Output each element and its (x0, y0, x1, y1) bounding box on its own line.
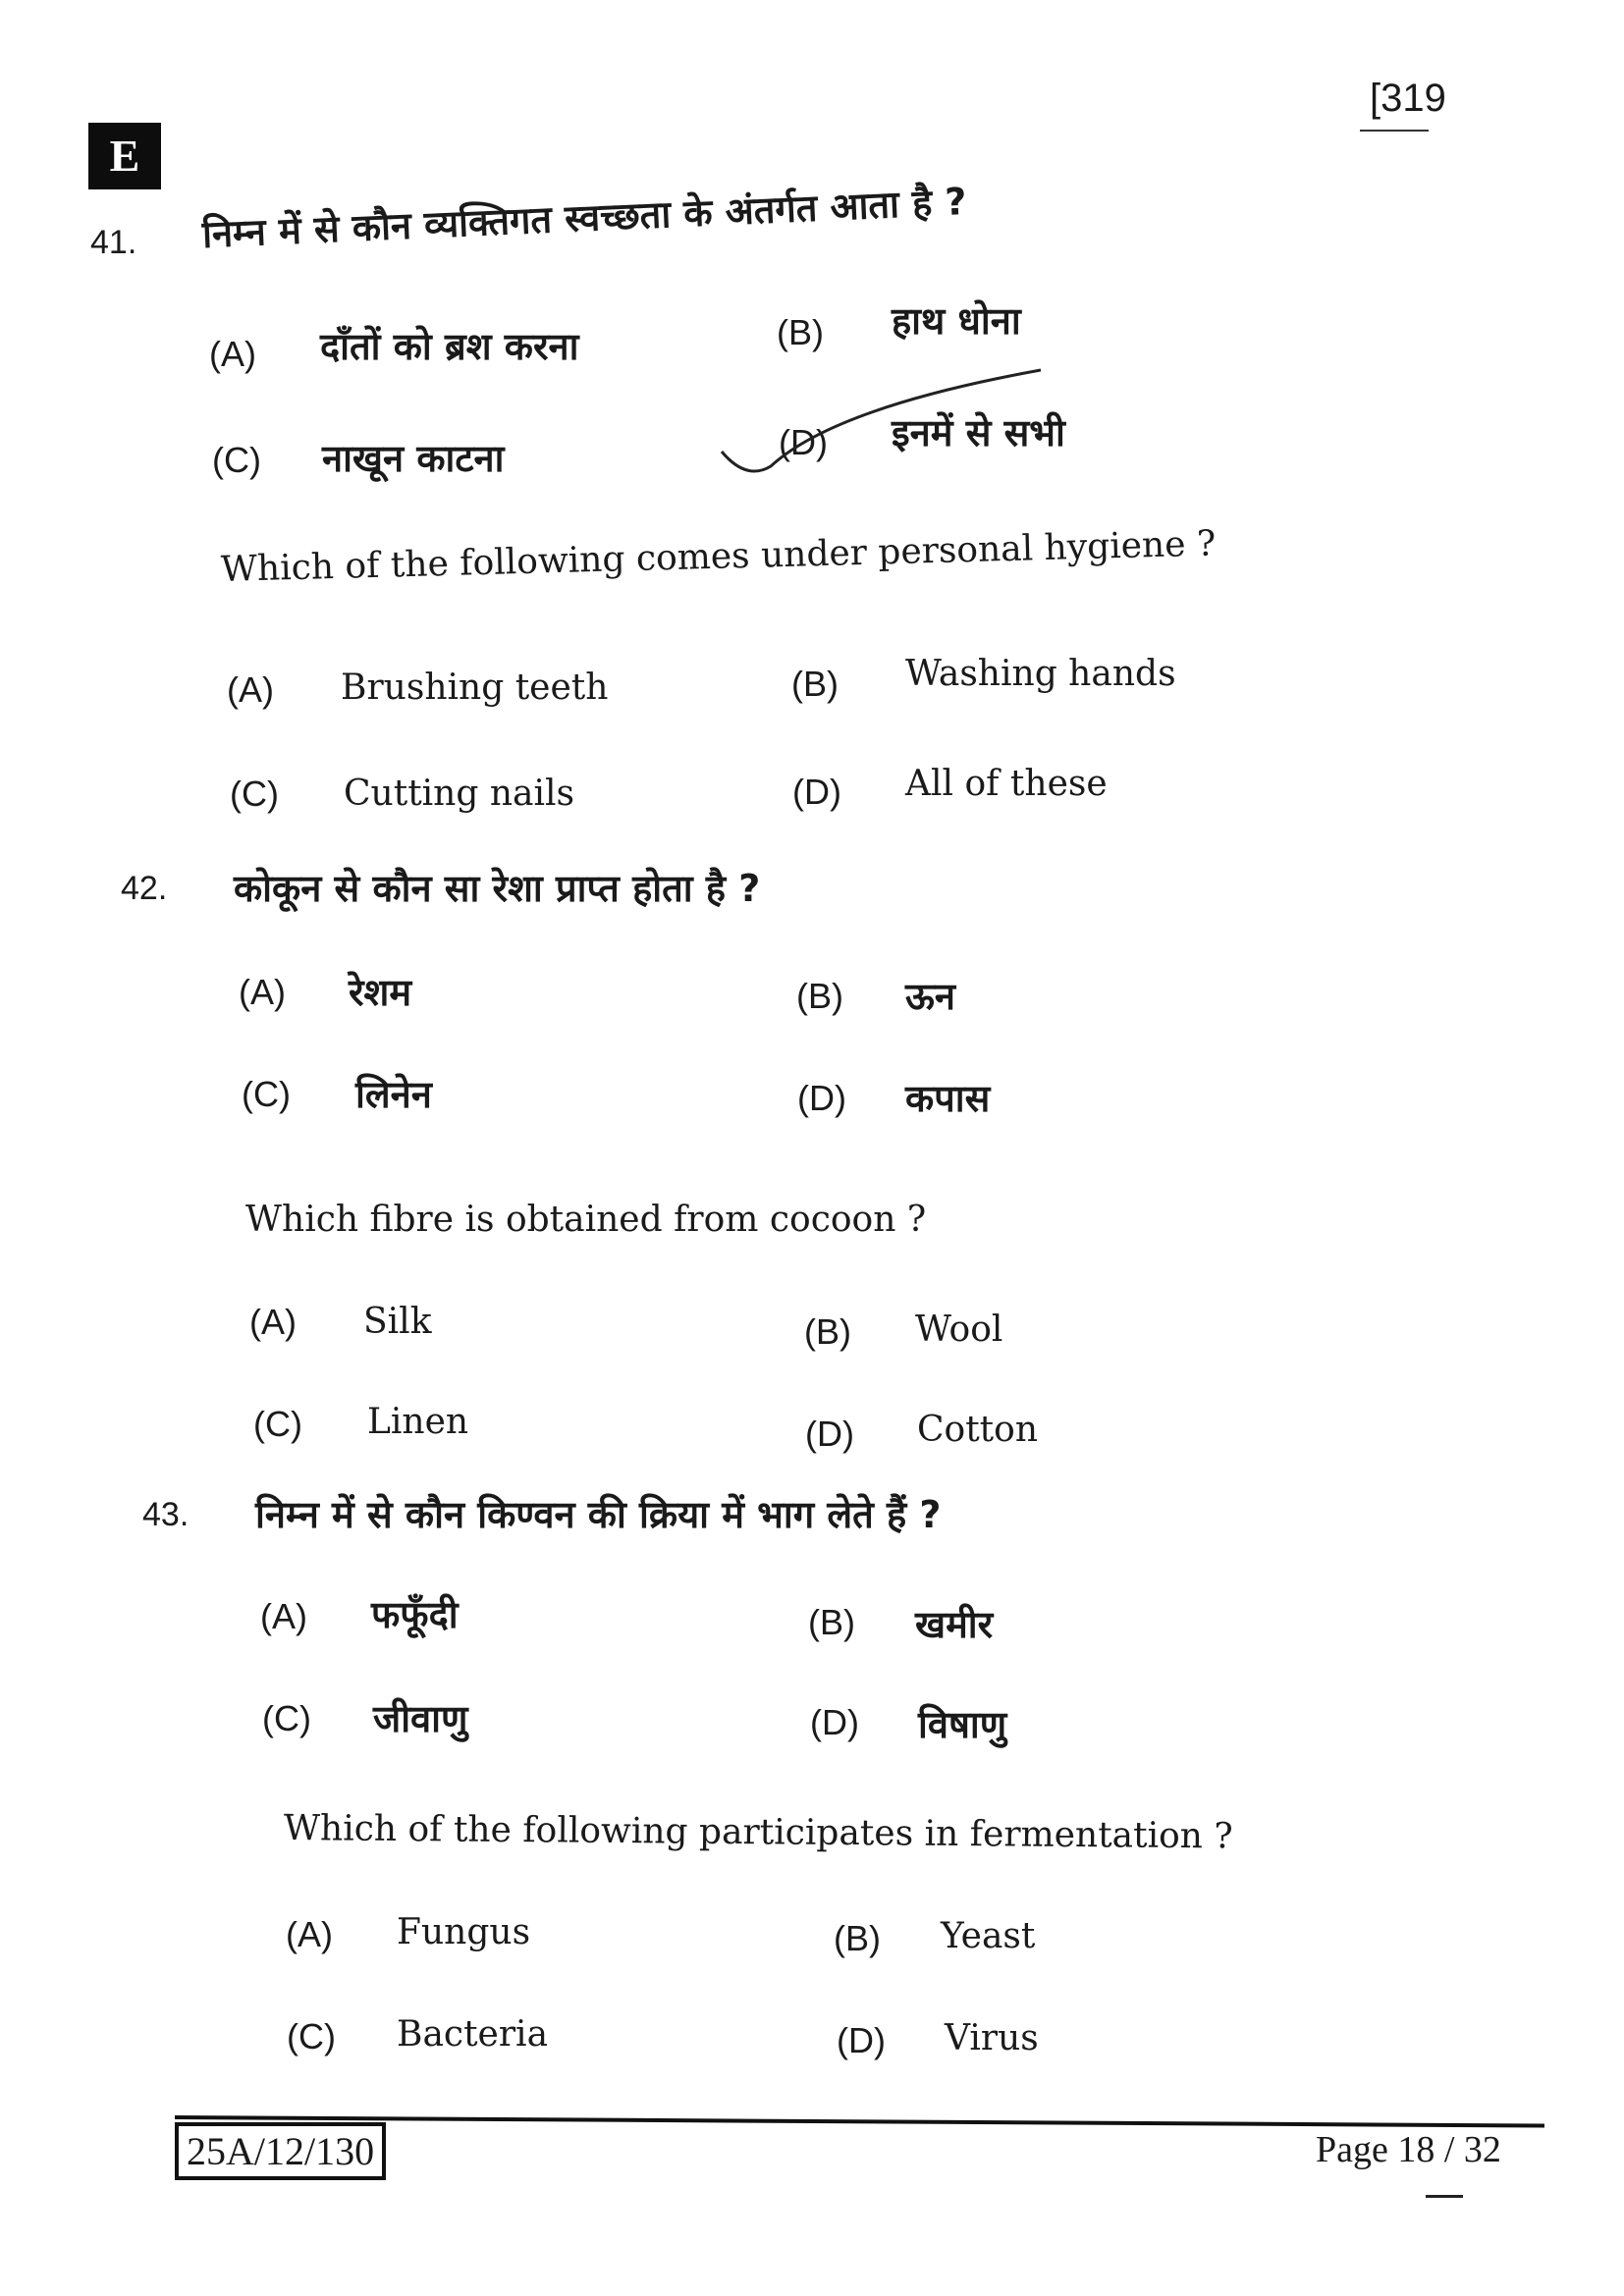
option-label: (D) (792, 772, 841, 812)
page-reference: [319 (1370, 77, 1446, 120)
option-text-english: Linen (367, 1402, 469, 1442)
option-text-english: All of these (905, 764, 1108, 804)
question-text-hindi: निम्न में से कौन व्यक्तिगत स्वच्छता के अंतर्गत आता है ? (201, 180, 968, 256)
option-label: (A) (260, 1596, 307, 1636)
question-text-english: Which fibre is obtained from cocoon ? (245, 1200, 927, 1240)
option-label: (C) (287, 2016, 336, 2056)
option-label: (A) (209, 334, 256, 374)
option-label: (D) (810, 1702, 859, 1742)
option-text-english: Cutting nails (344, 774, 575, 814)
option-text-english: Wool (915, 1309, 1003, 1350)
option-label: (B) (791, 664, 839, 704)
handwritten-tick-mark-icon (717, 358, 1090, 481)
page-indicator: Page 18 / 32 (1316, 2129, 1501, 2170)
question-number: 41. (90, 224, 137, 261)
option-text-english: Bacteria (397, 2014, 549, 2055)
option-label: (A) (286, 1914, 333, 1954)
option-label: (B) (777, 312, 824, 352)
option-text-english: Silk (363, 1302, 432, 1342)
option-label: (A) (239, 972, 286, 1012)
question-number: 42. (121, 870, 168, 907)
paper-code-box: 25A/12/130 (175, 2122, 386, 2180)
option-text-hindi: खमीर (915, 1603, 994, 1646)
option-label: (C) (253, 1404, 302, 1444)
option-text-hindi: कपास (905, 1077, 991, 1120)
question-text-hindi: निम्न में से कौन किण्वन की क्रिया में भाग लेते हैं ? (255, 1493, 942, 1536)
option-text-hindi: लिनेन (355, 1073, 432, 1116)
option-label: (B) (834, 1918, 881, 1958)
option-text-english: Virus (945, 2018, 1039, 2058)
option-label: (D) (797, 1078, 846, 1118)
option-label: (D) (837, 2020, 886, 2060)
option-text-hindi: हाथ धोना (892, 299, 1021, 343)
option-text-english: Washing hands (905, 654, 1176, 694)
option-text-english: Yeast (941, 1916, 1036, 1956)
option-text-hindi: दाँतों को ब्रश करना (320, 325, 579, 368)
option-text-english: Cotton (917, 1410, 1039, 1450)
set-label-box: E (88, 123, 161, 189)
option-label: (C) (230, 774, 279, 814)
option-text-english: Brushing teeth (341, 667, 609, 708)
option-label: (B) (804, 1311, 851, 1352)
option-text-hindi: नाखून काटना (322, 437, 505, 480)
option-text-english: Fungus (397, 1912, 531, 1952)
option-label: (D) (779, 422, 828, 462)
option-text-hindi: फफूँदी (371, 1593, 459, 1636)
option-text-hindi: जीवाणु (373, 1697, 468, 1740)
option-label: (A) (227, 669, 274, 710)
option-text-hindi: विषाणु (918, 1703, 1007, 1746)
option-label: (C) (262, 1698, 311, 1738)
option-text-hindi: इनमें से सभी (892, 411, 1065, 454)
option-text-hindi: ऊन (905, 975, 955, 1018)
option-label: (B) (796, 976, 843, 1016)
option-label: (C) (242, 1074, 291, 1114)
page-reference-underline (1360, 130, 1429, 132)
option-label: (A) (249, 1302, 297, 1342)
option-label: (D) (805, 1414, 854, 1454)
page-indicator-underline (1426, 2195, 1463, 2198)
option-label: (B) (808, 1602, 855, 1642)
question-text-hindi: कोकून से कौन सा रेशा प्राप्त होता है ? (234, 867, 761, 910)
option-label: (C) (212, 440, 261, 480)
question-text-english: Which of the following participates in fermentation ? (283, 1808, 1233, 1857)
question-number: 43. (142, 1496, 189, 1533)
question-text-english: Which of the following comes under personal hygiene ? (220, 523, 1217, 590)
option-text-hindi: रेशम (349, 971, 412, 1014)
